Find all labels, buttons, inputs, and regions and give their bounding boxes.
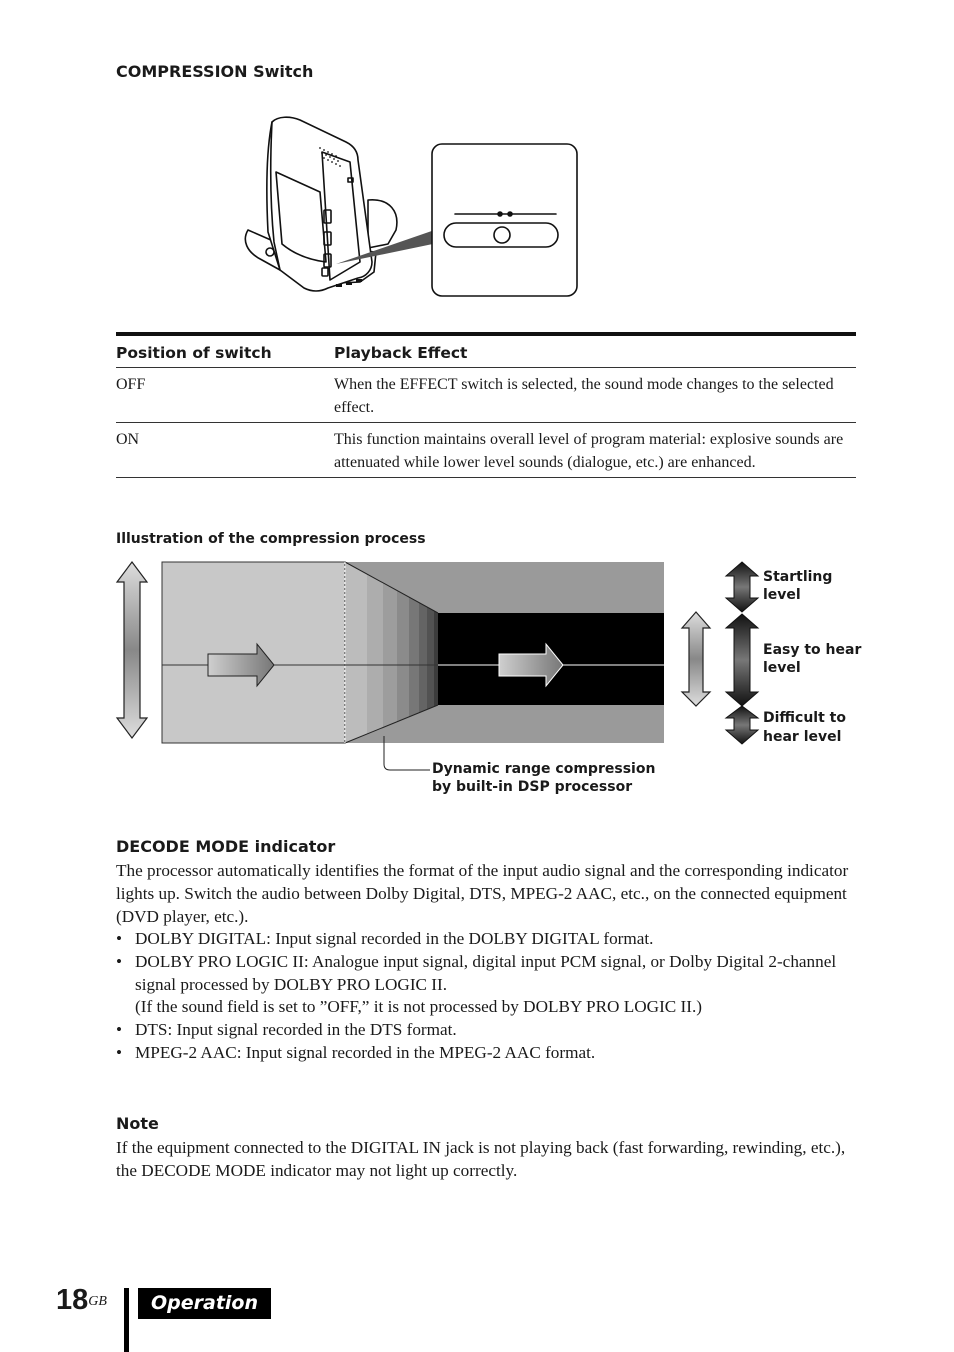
dsp-callout-line2: by built-in DSP processor [432,779,633,795]
footer-divider [124,1288,129,1352]
decode-mode-intro: The processor automatically identifies the format of the input audio signal and the corresponding indicator lights up. Switch the audio between Dolby Digital, DTS, MPEG-2 AAC, etc., on the connected equipment (DVD player, etc.). [116,861,849,926]
section-title: COMPRESSION Switch [116,62,314,81]
note-text: If the equipment connected to the DIGITAL IN jack is not playing back (fast forwarding, rewinding, etc.), the DECODE MODE indicator may not light up correctly. [116,1138,846,1180]
difficult-level-label-line2: hear level [763,729,842,745]
column-header-position: Position of switch [116,334,334,368]
svg-text:Startling [763,569,832,585]
input-range-arrow-icon [117,562,147,738]
svg-text:by built-in DSP processor [432,779,632,795]
bullet-glyph: • [116,1020,123,1040]
startling-level-label-line2: level [763,587,801,603]
page-number-value: 18 [56,1284,89,1316]
list-item [116,928,856,951]
illustration-label: Illustration of the compression process [116,531,426,547]
decode-format-list [116,928,856,1065]
bullet-glyph: • [116,929,123,948]
list-item-text: DOLBY DIGITAL: Input signal recorded in the DOLBY DIGITAL format. [135,929,654,948]
table-row [116,368,856,423]
bullet-glyph: • [116,1042,123,1062]
playback-effect-cell: When the EFFECT switch is selected, the sound mode changes to the selected effect. [334,368,856,423]
bullet-glyph: • [116,951,123,971]
switch-position-cell: ON [116,423,334,478]
svg-text:hear level [763,729,841,745]
table-row [116,423,856,478]
output-range-arrow-icon [682,612,710,706]
startling-level-label-line1: Startling [763,569,833,585]
playback-effect-cell: This function maintains overall level of program material: explosive sounds are attenuated while lower level sounds (dialogue, etc.) are enhanced. [334,423,856,478]
easy-level-label-line2: level [763,660,801,676]
list-item-note: (If the sound field is set to ”OFF,” it is not processed by DOLBY PRO LOGIC II.) [135,997,703,1017]
easy-level-arrow-icon [726,614,758,706]
dsp-callout-line1: Dynamic range compression [432,761,656,777]
device-illustration [240,112,590,307]
decode-mode-heading: DECODE MODE indicator [116,837,336,856]
list-item-text: DTS: Input signal recorded in the DTS format. [135,1020,457,1040]
list-item [116,951,856,1019]
switch-positions-table [116,332,856,478]
svg-text:Difficult to [763,710,846,726]
section-tab: Operation [138,1288,271,1319]
page-number-suffix: GB [88,1294,107,1309]
list-item-text: MPEG-2 AAC: Input signal recorded in the MPEG-2 AAC format. [135,1042,596,1062]
svg-text:Dynamic range compression [432,761,655,777]
list-item [116,1042,856,1065]
svg-text:level [763,587,801,603]
page-number [56,1280,107,1320]
switch-position-cell: OFF [116,368,334,423]
svg-text:Easy to hear [763,642,861,658]
startling-level-arrow-icon [726,562,758,612]
note-heading: Note [116,1114,159,1133]
column-header-effect: Playback Effect [334,334,856,368]
easy-level-label-line1: Easy to hear [763,642,862,658]
list-item-text: DOLBY PRO LOGIC II: Analogue input signal, digital input PCM signal, or Dolby Digital 2-channel signal processed by DOLBY PRO LOGIC II. [135,951,837,994]
compression-diagram [112,556,864,801]
table-header-row [116,334,856,368]
difficult-level-arrow-icon [726,706,758,744]
list-item [116,1019,856,1042]
difficult-level-label-line1: Difficult to [763,710,846,726]
svg-text:level [763,660,801,676]
